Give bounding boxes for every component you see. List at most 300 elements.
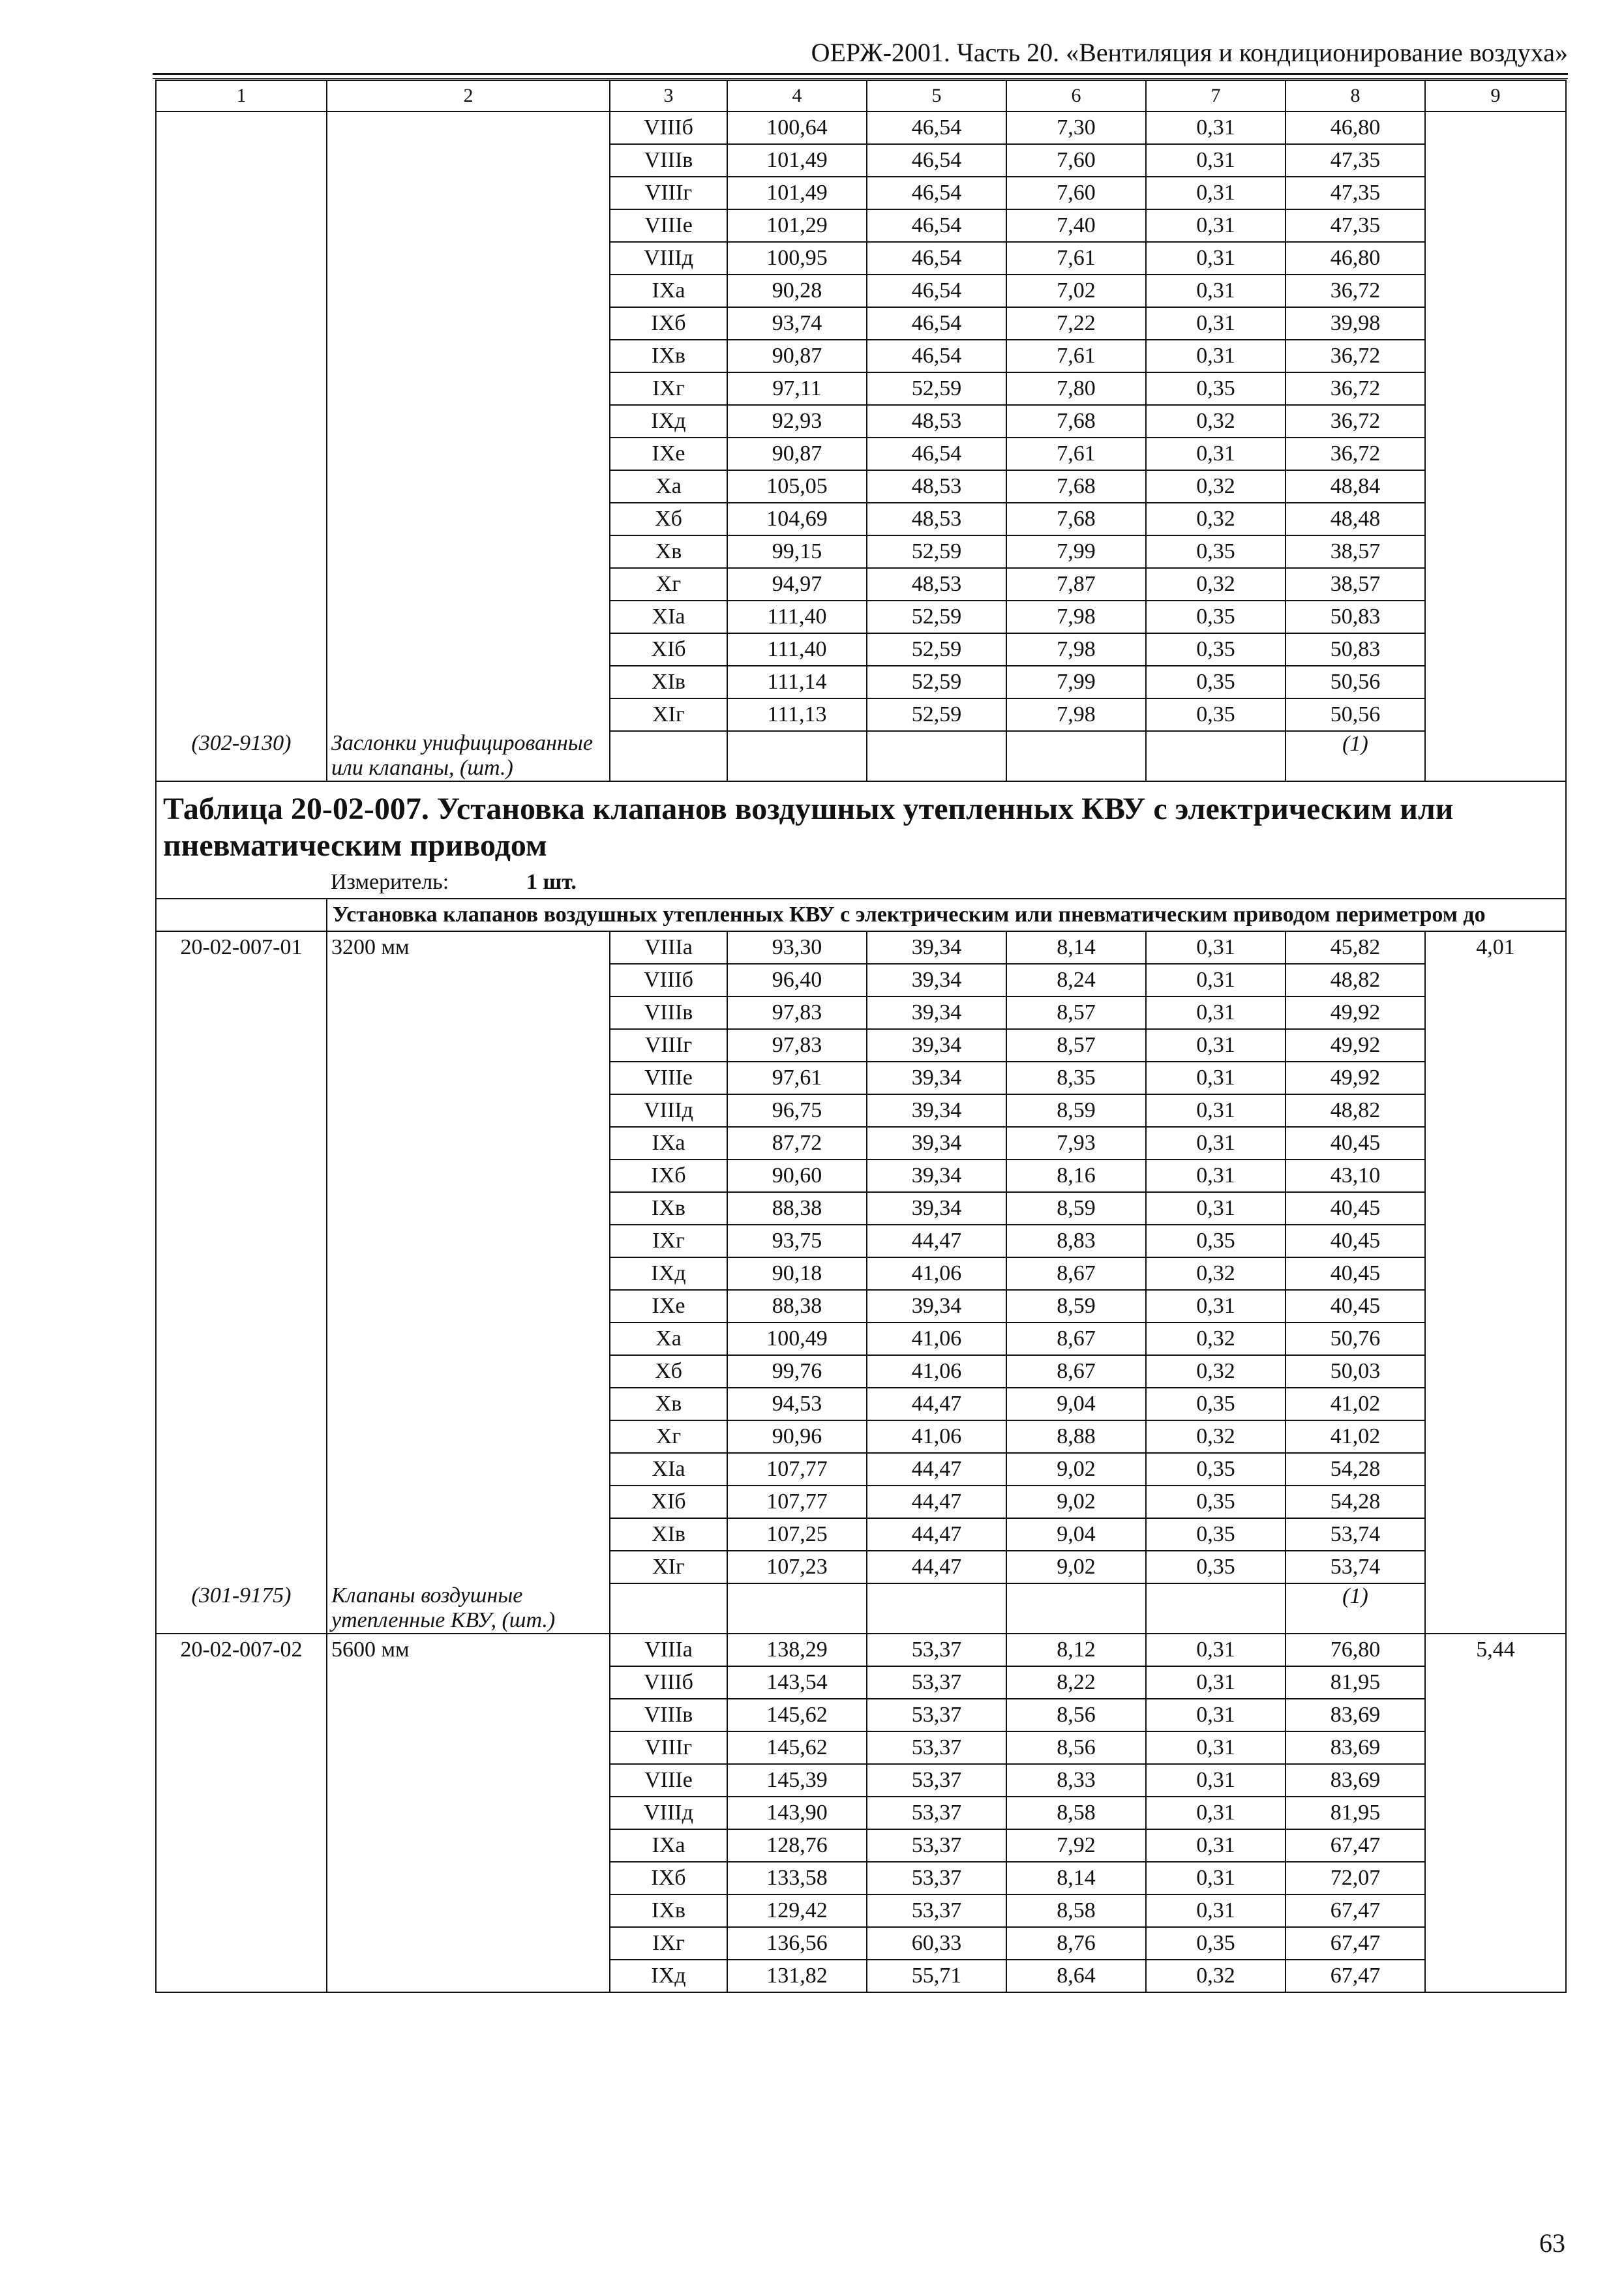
description-cell bbox=[327, 1290, 610, 1323]
machinist-wages-cell: 0,31 bbox=[1146, 1094, 1286, 1127]
zone-cell: IXд bbox=[610, 1257, 727, 1290]
code-cell bbox=[156, 1388, 327, 1420]
table-row bbox=[156, 1699, 1566, 1731]
machines-cell: 7,61 bbox=[1006, 242, 1146, 275]
total-cost-cell: 90,28 bbox=[727, 275, 867, 307]
wages-cell: 53,37 bbox=[867, 1797, 1006, 1829]
wages-cell: 44,47 bbox=[867, 1551, 1006, 1583]
table-row bbox=[156, 438, 1566, 470]
unit-cell bbox=[327, 867, 1566, 899]
labor-cell bbox=[1425, 1764, 1566, 1797]
description-cell bbox=[327, 996, 610, 1029]
material-row bbox=[156, 1583, 1566, 1634]
code-cell bbox=[156, 1094, 327, 1127]
wages-cell: 41,06 bbox=[867, 1323, 1006, 1355]
materials-cell: 83,69 bbox=[1286, 1764, 1425, 1797]
machinist-wages-cell: 0,31 bbox=[1146, 144, 1286, 177]
table-row bbox=[156, 633, 1566, 666]
zone-cell: Xб bbox=[610, 503, 727, 535]
materials-cell: 38,57 bbox=[1286, 535, 1425, 568]
materials-cell: 41,02 bbox=[1286, 1388, 1425, 1420]
machines-cell: 7,40 bbox=[1006, 209, 1146, 242]
table-row bbox=[156, 931, 1566, 964]
code-cell bbox=[156, 1062, 327, 1094]
material-code: (301-9175) bbox=[156, 1583, 327, 1634]
total-cost-cell: 97,61 bbox=[727, 1062, 867, 1094]
labor-cell bbox=[1425, 698, 1566, 731]
labor-cell bbox=[1425, 1062, 1566, 1094]
materials-cell: 50,83 bbox=[1286, 633, 1425, 666]
empty-cell bbox=[156, 867, 327, 899]
code-cell bbox=[156, 209, 327, 242]
code-cell bbox=[156, 964, 327, 996]
table-row bbox=[156, 1127, 1566, 1159]
labor-cell bbox=[1425, 340, 1566, 372]
total-cost-cell: 100,95 bbox=[727, 242, 867, 275]
description-cell: 3200 мм bbox=[327, 931, 610, 964]
labor-cell bbox=[1425, 1290, 1566, 1323]
labor-cell bbox=[1425, 1192, 1566, 1225]
machinist-wages-cell: 0,32 bbox=[1146, 470, 1286, 503]
wages-cell: 46,54 bbox=[867, 275, 1006, 307]
machines-cell: 9,04 bbox=[1006, 1388, 1146, 1420]
wages-cell: 52,59 bbox=[867, 372, 1006, 405]
labor-cell bbox=[1425, 372, 1566, 405]
machinist-wages-cell: 0,35 bbox=[1146, 666, 1286, 698]
code-cell bbox=[156, 1290, 327, 1323]
machines-cell: 8,58 bbox=[1006, 1894, 1146, 1927]
labor-cell: 5,44 bbox=[1425, 1634, 1566, 1666]
table-row bbox=[156, 1634, 1566, 1666]
total-cost-cell: 111,13 bbox=[727, 698, 867, 731]
empty-cell bbox=[156, 899, 327, 931]
labor-cell bbox=[1425, 1323, 1566, 1355]
zone-cell: IXв bbox=[610, 1894, 727, 1927]
machines-cell: 7,98 bbox=[1006, 633, 1146, 666]
table-row bbox=[156, 1257, 1566, 1290]
zone-cell: VIIIб bbox=[610, 1666, 727, 1699]
total-cost-cell: 100,64 bbox=[727, 112, 867, 144]
materials-cell: 36,72 bbox=[1286, 275, 1425, 307]
materials-cell: 40,45 bbox=[1286, 1127, 1425, 1159]
machinist-wages-cell: 0,31 bbox=[1146, 1159, 1286, 1192]
machines-cell: 7,80 bbox=[1006, 372, 1146, 405]
code-cell bbox=[156, 372, 327, 405]
zone-cell: IXа bbox=[610, 1829, 727, 1862]
table-row bbox=[156, 698, 1566, 731]
table-row bbox=[156, 1062, 1566, 1094]
materials-cell: 48,84 bbox=[1286, 470, 1425, 503]
table-row bbox=[156, 1388, 1566, 1420]
machines-cell: 8,67 bbox=[1006, 1257, 1146, 1290]
zone-cell: VIIIб bbox=[610, 112, 727, 144]
total-cost-cell: 96,75 bbox=[727, 1094, 867, 1127]
description-cell bbox=[327, 405, 610, 438]
description-cell bbox=[327, 1960, 610, 1992]
total-cost-cell: 90,60 bbox=[727, 1159, 867, 1192]
machines-cell: 7,60 bbox=[1006, 144, 1146, 177]
total-cost-cell: 97,11 bbox=[727, 372, 867, 405]
labor-cell bbox=[1425, 1797, 1566, 1829]
total-cost-cell: 111,40 bbox=[727, 601, 867, 633]
materials-cell: 43,10 bbox=[1286, 1159, 1425, 1192]
wages-cell: 39,34 bbox=[867, 1062, 1006, 1094]
labor-cell bbox=[1425, 405, 1566, 438]
code-cell bbox=[156, 1127, 327, 1159]
wages-cell: 46,54 bbox=[867, 438, 1006, 470]
machinist-wages-cell: 0,35 bbox=[1146, 698, 1286, 731]
description-cell bbox=[327, 1062, 610, 1094]
zone-cell: IXв bbox=[610, 1192, 727, 1225]
description-cell bbox=[327, 1731, 610, 1764]
materials-cell: 54,28 bbox=[1286, 1453, 1425, 1486]
materials-cell: 83,69 bbox=[1286, 1731, 1425, 1764]
wages-cell: 53,37 bbox=[867, 1829, 1006, 1862]
table-row bbox=[156, 1323, 1566, 1355]
description-cell bbox=[327, 1225, 610, 1257]
machinist-wages-cell: 0,35 bbox=[1146, 1388, 1286, 1420]
description-cell bbox=[327, 1388, 610, 1420]
machinist-wages-cell: 0,31 bbox=[1146, 1894, 1286, 1927]
machinist-wages-cell: 0,32 bbox=[1146, 568, 1286, 601]
wages-cell: 52,59 bbox=[867, 601, 1006, 633]
wages-cell: 53,37 bbox=[867, 1634, 1006, 1666]
zone-cell: IXб bbox=[610, 1159, 727, 1192]
wages-cell: 52,59 bbox=[867, 698, 1006, 731]
total-cost-cell: 105,05 bbox=[727, 470, 867, 503]
total-cost-cell: 145,62 bbox=[727, 1731, 867, 1764]
code-cell bbox=[156, 1551, 327, 1583]
table-row bbox=[156, 1486, 1566, 1518]
materials-cell: 81,95 bbox=[1286, 1797, 1425, 1829]
norms-table bbox=[155, 80, 1567, 1993]
labor-cell bbox=[1425, 275, 1566, 307]
description-cell bbox=[327, 1420, 610, 1453]
description-cell bbox=[327, 1829, 610, 1862]
labor-cell bbox=[1425, 242, 1566, 275]
table-subtitle: Установка клапанов воздушных утепленных КВУ с электрическим или пневматическим приводом периметром до bbox=[327, 899, 1566, 931]
table-row bbox=[156, 1290, 1566, 1323]
materials-cell: 47,35 bbox=[1286, 144, 1425, 177]
materials-cell: 49,92 bbox=[1286, 1062, 1425, 1094]
total-cost-cell: 94,97 bbox=[727, 568, 867, 601]
machinist-wages-cell: 0,31 bbox=[1146, 1699, 1286, 1731]
total-cost-cell: 107,23 bbox=[727, 1551, 867, 1583]
materials-cell: 54,28 bbox=[1286, 1486, 1425, 1518]
zone-cell: VIIIд bbox=[610, 1797, 727, 1829]
zone-cell: VIIIг bbox=[610, 1029, 727, 1062]
table-body bbox=[156, 80, 1566, 1992]
code-cell bbox=[156, 1797, 327, 1829]
wages-cell: 39,34 bbox=[867, 931, 1006, 964]
labor-cell bbox=[1425, 1388, 1566, 1420]
table-row bbox=[156, 112, 1566, 144]
total-cost-cell: 111,14 bbox=[727, 666, 867, 698]
code-cell bbox=[156, 307, 327, 340]
machines-cell: 8,76 bbox=[1006, 1927, 1146, 1960]
zone-cell: XIг bbox=[610, 698, 727, 731]
wages-cell: 44,47 bbox=[867, 1388, 1006, 1420]
total-cost-cell: 96,40 bbox=[727, 964, 867, 996]
zone-cell: Xа bbox=[610, 470, 727, 503]
code-cell bbox=[156, 177, 327, 209]
wages-cell: 41,06 bbox=[867, 1257, 1006, 1290]
machinist-wages-cell: 0,31 bbox=[1146, 307, 1286, 340]
materials-cell: 40,45 bbox=[1286, 1225, 1425, 1257]
labor-cell bbox=[1425, 601, 1566, 633]
column-number: 5 bbox=[867, 80, 1006, 112]
machines-cell: 9,02 bbox=[1006, 1486, 1146, 1518]
code-cell bbox=[156, 1225, 327, 1257]
machinist-wages-cell: 0,31 bbox=[1146, 1731, 1286, 1764]
machinist-wages-cell: 0,35 bbox=[1146, 1927, 1286, 1960]
code-cell bbox=[156, 1159, 327, 1192]
materials-cell: 67,47 bbox=[1286, 1960, 1425, 1992]
total-cost-cell: 131,82 bbox=[727, 1960, 867, 1992]
page-number: 63 bbox=[1539, 2228, 1565, 2258]
zone-cell: VIIIе bbox=[610, 209, 727, 242]
materials-cell: 53,74 bbox=[1286, 1518, 1425, 1551]
description-cell bbox=[327, 1894, 610, 1927]
machinist-wages-cell: 0,31 bbox=[1146, 964, 1286, 996]
table-row bbox=[156, 1029, 1566, 1062]
table-row bbox=[156, 964, 1566, 996]
machinist-wages-cell: 0,31 bbox=[1146, 1062, 1286, 1094]
machinist-wages-cell: 0,31 bbox=[1146, 931, 1286, 964]
labor-cell bbox=[1425, 1453, 1566, 1486]
zone-cell: XIб bbox=[610, 633, 727, 666]
total-cost-cell: 99,76 bbox=[727, 1355, 867, 1388]
material-name: Заслонки унифицированные или клапаны, (шт.) bbox=[327, 731, 610, 781]
machinist-wages-cell: 0,32 bbox=[1146, 1420, 1286, 1453]
code-cell bbox=[156, 1323, 327, 1355]
code-cell bbox=[156, 996, 327, 1029]
machines-cell: 9,02 bbox=[1006, 1453, 1146, 1486]
material-quantity: (1) bbox=[1286, 1583, 1425, 1634]
materials-cell: 49,92 bbox=[1286, 996, 1425, 1029]
total-cost-cell: 101,49 bbox=[727, 177, 867, 209]
code-cell bbox=[156, 503, 327, 535]
table-row bbox=[156, 1225, 1566, 1257]
labor-cell bbox=[1425, 1094, 1566, 1127]
labor-cell bbox=[1425, 996, 1566, 1029]
labor-cell bbox=[1425, 535, 1566, 568]
description-cell bbox=[327, 307, 610, 340]
table-row bbox=[156, 1927, 1566, 1960]
description-cell bbox=[327, 438, 610, 470]
zone-cell: VIIIд bbox=[610, 1094, 727, 1127]
zone-cell: XIб bbox=[610, 1486, 727, 1518]
machines-cell: 7,87 bbox=[1006, 568, 1146, 601]
description-cell bbox=[327, 372, 610, 405]
running-header: ОЕРЖ-2001. Часть 20. «Вентиляция и кондиционирование воздуха» bbox=[811, 38, 1568, 67]
column-numbers-row bbox=[156, 80, 1566, 112]
machinist-wages-cell: 0,31 bbox=[1146, 1797, 1286, 1829]
materials-cell: 36,72 bbox=[1286, 372, 1425, 405]
wages-cell: 44,47 bbox=[867, 1486, 1006, 1518]
zone-cell: Xб bbox=[610, 1355, 727, 1388]
table-row bbox=[156, 177, 1566, 209]
labor-cell bbox=[1425, 1551, 1566, 1583]
total-cost-cell: 93,74 bbox=[727, 307, 867, 340]
machines-cell: 8,56 bbox=[1006, 1731, 1146, 1764]
description-cell bbox=[327, 1666, 610, 1699]
machines-cell: 8,58 bbox=[1006, 1797, 1146, 1829]
description-cell bbox=[327, 1159, 610, 1192]
code-cell bbox=[156, 242, 327, 275]
machines-cell: 9,02 bbox=[1006, 1551, 1146, 1583]
description-cell bbox=[327, 1927, 610, 1960]
column-number: 3 bbox=[610, 80, 727, 112]
machinist-wages-cell: 0,31 bbox=[1146, 177, 1286, 209]
total-cost-cell: 145,62 bbox=[727, 1699, 867, 1731]
wages-cell: 46,54 bbox=[867, 307, 1006, 340]
machinist-wages-cell: 0,31 bbox=[1146, 1029, 1286, 1062]
wages-cell: 46,54 bbox=[867, 177, 1006, 209]
unit-row bbox=[156, 867, 1566, 899]
total-cost-cell: 88,38 bbox=[727, 1192, 867, 1225]
zone-cell: VIIIг bbox=[610, 177, 727, 209]
table-row bbox=[156, 1192, 1566, 1225]
materials-cell: 67,47 bbox=[1286, 1927, 1425, 1960]
materials-cell: 39,98 bbox=[1286, 307, 1425, 340]
code-cell bbox=[156, 1960, 327, 1992]
machinist-wages-cell: 0,32 bbox=[1146, 1960, 1286, 1992]
code-cell bbox=[156, 666, 327, 698]
description-cell bbox=[327, 1486, 610, 1518]
unit-label: Измеритель: bbox=[331, 870, 449, 894]
total-cost-cell: 136,56 bbox=[727, 1927, 867, 1960]
table-row bbox=[156, 1666, 1566, 1699]
materials-cell: 50,56 bbox=[1286, 666, 1425, 698]
materials-cell: 48,82 bbox=[1286, 1094, 1425, 1127]
machinist-wages-cell: 0,32 bbox=[1146, 503, 1286, 535]
description-cell bbox=[327, 964, 610, 996]
empty-cell bbox=[1006, 1583, 1146, 1634]
zone-cell: VIIIг bbox=[610, 1731, 727, 1764]
machines-cell: 7,02 bbox=[1006, 275, 1146, 307]
description-cell bbox=[327, 1355, 610, 1388]
wages-cell: 48,53 bbox=[867, 568, 1006, 601]
zone-cell: IXд bbox=[610, 1960, 727, 1992]
code-cell bbox=[156, 1666, 327, 1699]
table-row bbox=[156, 568, 1566, 601]
material-code: (302-9130) bbox=[156, 731, 327, 781]
description-cell bbox=[327, 1257, 610, 1290]
wages-cell: 39,34 bbox=[867, 1192, 1006, 1225]
empty-cell bbox=[610, 731, 727, 781]
empty-cell bbox=[1425, 1583, 1566, 1634]
machines-cell: 8,24 bbox=[1006, 964, 1146, 996]
wages-cell: 52,59 bbox=[867, 633, 1006, 666]
labor-cell bbox=[1425, 568, 1566, 601]
machinist-wages-cell: 0,31 bbox=[1146, 1290, 1286, 1323]
machines-cell: 8,35 bbox=[1006, 1062, 1146, 1094]
machinist-wages-cell: 0,31 bbox=[1146, 340, 1286, 372]
description-cell bbox=[327, 1323, 610, 1355]
machines-cell: 9,04 bbox=[1006, 1518, 1146, 1551]
labor-cell bbox=[1425, 112, 1566, 144]
total-cost-cell: 111,40 bbox=[727, 633, 867, 666]
description-cell bbox=[327, 666, 610, 698]
machinist-wages-cell: 0,35 bbox=[1146, 1453, 1286, 1486]
wages-cell: 39,34 bbox=[867, 1127, 1006, 1159]
zone-cell: XIа bbox=[610, 601, 727, 633]
code-cell bbox=[156, 1192, 327, 1225]
machines-cell: 8,33 bbox=[1006, 1764, 1146, 1797]
total-cost-cell: 93,30 bbox=[727, 931, 867, 964]
machines-cell: 8,57 bbox=[1006, 996, 1146, 1029]
description-cell bbox=[327, 275, 610, 307]
total-cost-cell: 129,42 bbox=[727, 1894, 867, 1927]
zone-cell: IXб bbox=[610, 307, 727, 340]
wages-cell: 53,37 bbox=[867, 1699, 1006, 1731]
labor-cell bbox=[1425, 470, 1566, 503]
zone-cell: Xв bbox=[610, 1388, 727, 1420]
code-cell bbox=[156, 1486, 327, 1518]
code-cell bbox=[156, 633, 327, 666]
description-cell bbox=[327, 698, 610, 731]
labor-cell bbox=[1425, 144, 1566, 177]
column-number: 9 bbox=[1425, 80, 1566, 112]
total-cost-cell: 99,15 bbox=[727, 535, 867, 568]
labor-cell bbox=[1425, 1420, 1566, 1453]
table-row bbox=[156, 470, 1566, 503]
code-cell bbox=[156, 340, 327, 372]
materials-cell: 50,03 bbox=[1286, 1355, 1425, 1388]
description-cell bbox=[327, 1764, 610, 1797]
wages-cell: 46,54 bbox=[867, 340, 1006, 372]
wages-cell: 53,37 bbox=[867, 1862, 1006, 1894]
table-row bbox=[156, 1355, 1566, 1388]
machinist-wages-cell: 0,32 bbox=[1146, 1323, 1286, 1355]
machinist-wages-cell: 0,31 bbox=[1146, 438, 1286, 470]
description-cell bbox=[327, 503, 610, 535]
total-cost-cell: 143,90 bbox=[727, 1797, 867, 1829]
total-cost-cell: 97,83 bbox=[727, 1029, 867, 1062]
zone-cell: VIIIв bbox=[610, 144, 727, 177]
total-cost-cell: 90,96 bbox=[727, 1420, 867, 1453]
labor-cell bbox=[1425, 1518, 1566, 1551]
zone-cell: IXв bbox=[610, 340, 727, 372]
materials-cell: 72,07 bbox=[1286, 1862, 1425, 1894]
table-row bbox=[156, 340, 1566, 372]
total-cost-cell: 145,39 bbox=[727, 1764, 867, 1797]
zone-cell: VIIIа bbox=[610, 1634, 727, 1666]
empty-cell bbox=[610, 1583, 727, 1634]
machinist-wages-cell: 0,31 bbox=[1146, 1764, 1286, 1797]
description-cell bbox=[327, 1029, 610, 1062]
labor-cell bbox=[1425, 1927, 1566, 1960]
code-cell bbox=[156, 1862, 327, 1894]
labor-cell bbox=[1425, 1666, 1566, 1699]
materials-cell: 76,80 bbox=[1286, 1634, 1425, 1666]
machines-cell: 8,16 bbox=[1006, 1159, 1146, 1192]
total-cost-cell: 104,69 bbox=[727, 503, 867, 535]
zone-cell: VIIIа bbox=[610, 931, 727, 964]
wages-cell: 60,33 bbox=[867, 1927, 1006, 1960]
empty-cell bbox=[1146, 731, 1286, 781]
machinist-wages-cell: 0,31 bbox=[1146, 1666, 1286, 1699]
machines-cell: 7,61 bbox=[1006, 340, 1146, 372]
materials-cell: 46,80 bbox=[1286, 242, 1425, 275]
total-cost-cell: 88,38 bbox=[727, 1290, 867, 1323]
description-cell bbox=[327, 535, 610, 568]
material-row bbox=[156, 731, 1566, 781]
machinist-wages-cell: 0,35 bbox=[1146, 1551, 1286, 1583]
zone-cell: Xа bbox=[610, 1323, 727, 1355]
code-cell: 20-02-007-02 bbox=[156, 1634, 327, 1666]
